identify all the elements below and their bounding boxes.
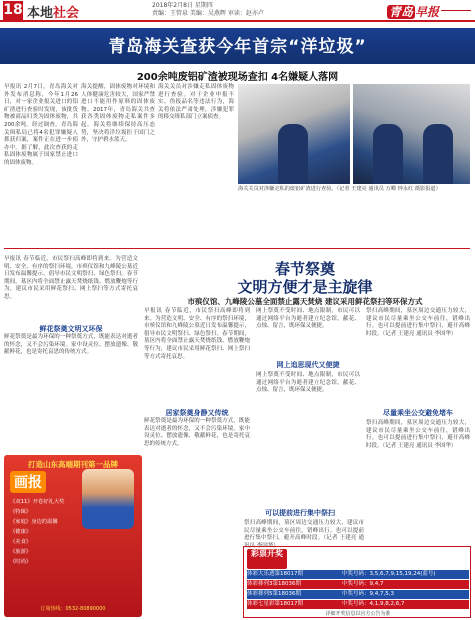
ad-brand: 画报 — [10, 471, 46, 493]
photo-caption: 海关关员对涉嫌走私的废铝矿渣进行查验。（记者 王建亮 通讯员 万卿 钟永红 摄影报道） — [238, 186, 441, 192]
header-divider — [441, 10, 471, 11]
feature-home-text: 鲜花祭奠是最为环保的一种祭奠方式，既能表达对逝者的怀念，又不会污染环境。家中设灵位、摆放遗像、敬献鲜花，也是寄托哀思的传统方式。 — [144, 418, 250, 447]
lottery-row: 体彩七星彩第18017期 中奖号码：4,1,9,8,2,6,7 — [247, 600, 469, 609]
lead-subheadline: 200余吨废铝矿渣被现场查扣 4名嫌疑人落网 — [136, 72, 339, 83]
page-number: 18 — [3, 2, 23, 18]
feature-flowers-text: 鲜花祭奠是最为环保的一种祭奠方式，既能表达对逝者的怀念，又不会污染环境。家中设灵位、摆放遗像、敬献鲜花，也是寄托哀思的传统方式。 — [4, 334, 138, 356]
lead-column-2: 海关提醒，固体废物对环境和人体健康危害较大，国家严禁进口不能用作原料的固体废物。2017年，青岛海关共查获各类固体废物走私案件多起。海关将继续保持高压态势，坚决将洋垃圾拒于国门之外，守护碧水蓝天。 — [81, 84, 155, 144]
section-divider — [4, 248, 470, 249]
feature-online-text: 网上祭奠不受时间、地点限制，市民可以通过网络平台为逝者建立纪念馆，献花、点烛、留言，既环保又便捷。 — [256, 372, 360, 394]
date-editors: 2018年2月8日 星期四 责编：王管泉 美编：吴燕辉 审读：赵亦卢 — [152, 2, 264, 17]
feature-column-2: 早报讯 春节临近，市民祭扫高峰即将到来。为营造文明、安全、有序的祭扫环境，市殡仪馆和九峰陵公墓近日发布温馨提示，倡导市民文明祭扫、绿色祭扫。春节期间，墓区内将全面禁止露天焚烧纸钱、燃放鞭炮等行为，建议市民采用鲜花祭扫、网上祭扫等方式寄托哀思。 — [144, 308, 250, 360]
subhead-online: 网上追思现代又便捷 — [276, 361, 340, 369]
lead-photo-left — [238, 84, 350, 184]
subhead-flowers: 鲜花祭奠文明又环保 — [39, 325, 103, 333]
feature-column-4: 祭扫高峰期间，墓区周边交通压力较大，建议市民尽量乘坐公交车前往，错峰出行。也可以提前进行集中祭扫，避开高峰时段。（记者 王建亮 通讯员 李国华） — [366, 308, 470, 337]
lead-photo-right — [353, 84, 470, 184]
lottery-row: 体彩排列3第18036期 中奖号码：9,4,7 — [247, 580, 469, 589]
lead-column-1: 早报讯 2月7日，青岛海关对外发布消息称，今年1月26日，对一家企业报关进口的铝矿渣进行查验时发现，该批货物被商品归类为固体废物，共200余吨。经过调查，青岛海关缉私局已将4名犯罪嫌疑人抓获归案，案件正在进一步侦办中。据了解，此次查获的走私固体废物属于国家禁止进口的固体废物。 — [4, 84, 78, 166]
subhead-home: 居家祭奠身静又传统 — [165, 409, 229, 417]
ad-hotline: 订阅热线：0532-80890000 — [40, 606, 106, 612]
page-header — [0, 0, 475, 22]
ad-list: 《双11》开卷好礼大奖 《特辑》 《家庭》身边的温馨 《健康》 《美食》 《旅游》 《时尚》 — [10, 499, 65, 565]
section-title: 本地社会 — [27, 6, 80, 21]
feature-collective-text: 祭扫高峰期间，墓区周边交通压力较大，建议市民尽量乘坐公交车前往，错峰出行。也可以提前进行集中祭扫，避开高峰时段。（记者 王建亮 通讯员 李国华） — [244, 520, 364, 549]
feature-left-column: 早报讯 春节临近，市民祭扫高峰即将到来。为营造文明、安全、有序的祭扫环境，市殡仪馆和九峰陵公墓近日发布温馨提示，倡导市民文明祭扫、绿色祭扫。春节期间，墓区内将全面禁止露天焚烧纸钱、燃放鞭炮等行为，建议市民采用鲜花祭扫、网上祭扫等方式寄托哀思。 — [4, 256, 138, 300]
subhead-bus: 尽量乘坐公交避免堵车 — [383, 409, 453, 417]
lottery-label: 彩票开奖 — [247, 549, 287, 569]
lottery-note: 详细开奖信息以官方公告为准 — [325, 611, 391, 617]
magazine-ad[interactable] — [4, 455, 142, 617]
lottery-box — [243, 546, 471, 618]
feature-bus-text: 祭扫高峰期间，墓区周边交通压力较大，建议市民尽量乘坐公交车前往，错峰出行。也可以提前进行集中祭扫，避开高峰时段。（记者 王建亮 通讯员 李国华） — [366, 420, 470, 449]
ad-model-image — [82, 469, 134, 529]
feature-headline-2: 文明方便才是主旋律 — [237, 278, 373, 296]
lead-headline: 青岛海关查获今年首宗“洋垃圾” — [108, 37, 367, 57]
lottery-row: 体彩排列5第18036期 中奖号码：9,4,7,5,3 — [247, 590, 469, 599]
subhead-collective: 可以提前进行集中祭扫 — [265, 509, 335, 517]
ad-title: 打造山东高端期刊第一品牌 — [28, 460, 118, 469]
lead-column-3: 海关关员对涉嫌走私固体废物进行查验。对于企业申报不实、伪报品名等违法行为，海关将依法严肃处理，涉嫌犯罪的移交缉私部门立案侦查。 — [158, 84, 234, 121]
newspaper-logo: 青岛 早报 — [388, 5, 439, 19]
feature-deck: 市殡仪馆、九峰陵公墓全面禁止露天焚烧 建议采用鲜花祭扫等环保方式 — [187, 297, 423, 306]
feature-column-3: 网上祭奠不受时间、地点限制，市民可以通过网络平台为逝者建立纪念馆，献花、点烛、留言，既环保又便捷。 — [256, 308, 360, 330]
feature-headline-1: 春节祭奠 — [274, 260, 335, 278]
lottery-row: 体彩大乐透第18017期 中奖号码：3,5,6,7,9,15,19,24(蓝号) — [247, 570, 469, 579]
